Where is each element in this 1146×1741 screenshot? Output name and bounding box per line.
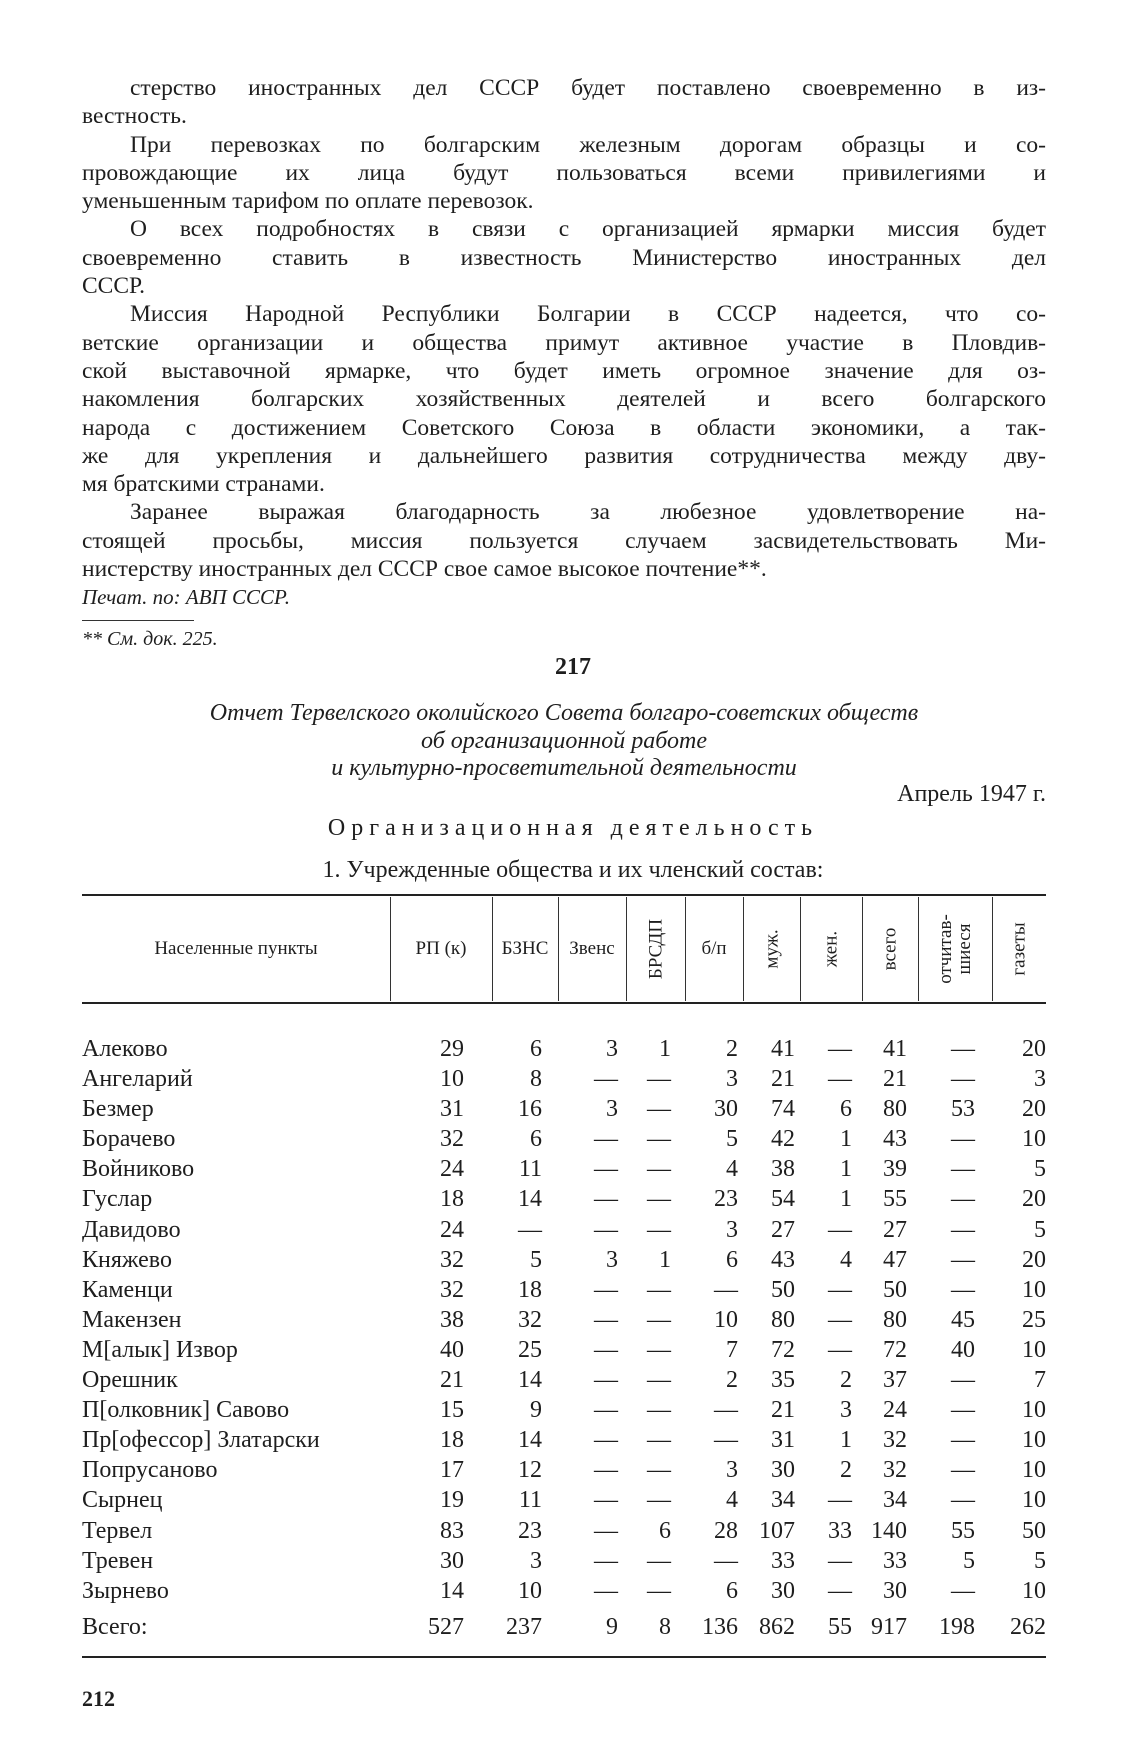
cell-6: 21 [771,1397,795,1424]
cell-3: — [594,1397,618,1424]
text-line: О всех подробностях в связи с организацией ярмарки миссия будет [130,216,1046,243]
section-heading: Организационная деятельность [327,815,819,841]
cell-3: — [594,1306,618,1333]
cell-1: 83 [440,1517,464,1544]
cell-7: 1 [840,1427,852,1454]
table-row [82,1154,1046,1184]
cell-7: 55 [828,1613,852,1640]
cell-5: 3 [726,1216,738,1243]
cell-1: 15 [440,1397,464,1424]
cell-2: 6 [530,1126,542,1153]
cell-5: 23 [714,1186,738,1213]
cell-6: 80 [771,1306,795,1333]
column-header-label: жен. [820,930,842,968]
text-line: мя братскими странами. [82,471,325,498]
cell-3: — [594,1517,618,1544]
table-row [82,1546,1046,1576]
title-line: и культурно-просветительной деятельности [331,755,797,781]
table-row [82,1395,1046,1425]
cell-5: — [714,1427,738,1454]
cell-8: 27 [883,1216,907,1243]
table-top-rule [82,894,1046,896]
text-line: ской выставочной ярмарке, что будет иметь огромное значение для оз- [82,357,1046,384]
cell-3: — [594,1577,618,1604]
cell-7: — [828,1306,852,1333]
cell-2: 11 [518,1487,542,1514]
cell-6: 34 [771,1487,795,1514]
document-number: 217 [555,654,591,680]
cell-7: — [828,1216,852,1243]
table-row [82,1245,1046,1275]
text-line: своевременно ставить в известность Министерство иностранных дел [82,244,1046,271]
text-line: Заранее выражая благодарность за любезное удовлетворение на- [130,499,1046,526]
settlement-name: Ангеларий [82,1066,193,1093]
cell-4: — [647,1367,671,1394]
cell-3: — [594,1126,618,1153]
cell-8: 80 [883,1096,907,1123]
cell-2: 12 [518,1457,542,1484]
cell-1: 31 [440,1096,464,1123]
table-header-rule [82,1002,1046,1004]
column-header-label: РП (к) [415,938,467,959]
column-header-label: муж. [761,929,782,969]
cell-5: — [714,1276,738,1303]
table-row [82,1184,1046,1214]
cell-2: 18 [518,1276,542,1303]
cell-6: 27 [771,1216,795,1243]
cell-6: 33 [771,1547,795,1574]
cell-3: — [594,1547,618,1574]
cell-6: 43 [771,1246,795,1273]
settlement-name: Пр[офессор] Златарски [82,1427,320,1454]
table-row [82,1124,1046,1154]
column-header [626,897,686,1001]
cell-3: — [594,1457,618,1484]
cell-7: — [828,1276,852,1303]
cell-3: 3 [606,1036,618,1062]
cell-1: 19 [440,1487,464,1514]
cell-5: 28 [714,1517,738,1544]
cell-10: 20 [1022,1036,1046,1062]
settlement-name: Всего: [82,1613,148,1640]
cell-4: — [647,1397,671,1424]
table-total-row [82,1612,1046,1642]
cell-4: 1 [659,1036,671,1062]
column-header [918,897,993,1001]
cell-4: 1 [659,1246,671,1273]
cell-6: 31 [771,1427,795,1454]
column-header [800,897,863,1001]
table-row [82,1305,1046,1335]
cell-2: 3 [530,1547,542,1574]
table-row [82,1576,1046,1606]
cell-6: 35 [771,1367,795,1394]
cell-2: 237 [506,1613,542,1640]
cell-7: 6 [840,1096,852,1123]
cell-2: 14 [518,1427,542,1454]
cell-1: 10 [440,1066,464,1093]
document-date: Апрель 1947 г. [897,781,1046,807]
cell-3: — [594,1066,618,1093]
column-header-label: Звенс [569,938,615,959]
text-line: ветские организации и общества примут активное участие в Пловдив- [82,329,1046,356]
column-header [82,897,391,1001]
title-line: Отчет Тервелского околийского Совета болгаро-советских обществ [209,700,919,726]
cell-8: 50 [883,1276,907,1303]
table-row [82,1034,1046,1064]
cell-1: 17 [440,1457,464,1484]
column-header-label: б/п [701,938,727,959]
cell-4: — [647,1577,671,1604]
cell-10: 25 [1022,1306,1046,1333]
table-row [82,1516,1046,1546]
settlement-name: М[алык] Извор [82,1336,238,1363]
cell-5: 2 [726,1036,738,1062]
cell-7: 3 [840,1397,852,1424]
cell-5: 30 [714,1096,738,1123]
cell-8: 33 [883,1547,907,1574]
text-line: При перевозках по болгарским железным дорогам образцы и со- [130,131,1046,158]
settlement-name: Попрусаново [82,1457,218,1484]
cell-5: 10 [714,1306,738,1333]
settlement-name: Зырнево [82,1577,169,1604]
cell-9: 40 [951,1336,975,1363]
settlement-name: Тервел [82,1517,153,1544]
cell-6: 74 [771,1096,795,1123]
cell-10: 20 [1022,1246,1046,1273]
cell-5: 4 [726,1156,738,1183]
cell-4: — [647,1487,671,1514]
column-header [390,897,493,1001]
cell-7: 1 [840,1156,852,1183]
text-line: уменьшенным тарифом по оплате перевозок. [82,188,534,215]
settlement-name: Каменци [82,1276,173,1303]
text-line: вестность. [82,103,187,130]
column-header [743,897,801,1001]
column-header-label: всего [879,927,901,971]
cell-10: 50 [1022,1517,1046,1544]
settlement-name: Орешник [82,1367,178,1394]
cell-3: — [594,1427,618,1454]
cell-1: 29 [440,1036,464,1062]
cell-8: 32 [883,1427,907,1454]
cell-1: 21 [440,1367,464,1394]
cell-2: 8 [530,1066,542,1093]
table-row [82,1335,1046,1365]
cell-2: 5 [530,1246,542,1273]
cell-7: — [828,1336,852,1363]
text-line: народа с достижением Советского Союза в области экономики, а так- [82,414,1046,441]
settlement-name: Безмер [82,1096,154,1123]
column-header-label: газеты [1008,922,1030,976]
cell-2: 14 [518,1367,542,1394]
cell-7: 2 [840,1457,852,1484]
cell-3: 3 [606,1246,618,1273]
column-header-label: БРСДП [645,918,666,980]
cell-4: — [647,1457,671,1484]
cell-3: 9 [606,1613,618,1640]
cell-3: — [594,1487,618,1514]
cell-8: 72 [883,1336,907,1363]
cell-9: — [951,1126,975,1153]
settlement-name: Войниково [82,1156,195,1183]
cell-9: 55 [951,1517,975,1544]
cell-7: — [828,1487,852,1514]
cell-7: — [828,1547,852,1574]
table-row [82,1094,1046,1124]
table-row [82,1275,1046,1305]
cell-9: 45 [951,1306,975,1333]
table-row [82,1215,1046,1245]
cell-5: 3 [726,1457,738,1484]
cell-5: 3 [726,1066,738,1093]
cell-2: 10 [518,1577,542,1604]
cell-7: — [828,1066,852,1093]
cell-2: 23 [518,1517,542,1544]
settlement-name: Борачево [82,1126,176,1153]
cell-8: 24 [883,1397,907,1424]
cell-1: 24 [440,1156,464,1183]
column-header [992,897,1046,1001]
table-row [82,1365,1046,1395]
cell-1: 14 [440,1577,464,1604]
cell-3: — [594,1276,618,1303]
cell-4: — [647,1276,671,1303]
cell-1: 32 [440,1276,464,1303]
cell-4: — [647,1096,671,1123]
cell-6: 21 [771,1066,795,1093]
cell-1: 18 [440,1186,464,1213]
cell-2: 25 [518,1336,542,1363]
column-header [492,897,559,1001]
cell-8: 917 [871,1613,907,1640]
text-line: стерство иностранных дел СССР будет поставлено своевременно в из- [130,75,1046,101]
subsection-heading: 1. Учрежденные общества и их членский состав: [322,857,824,883]
cell-10: 10 [1022,1577,1046,1604]
cell-6: 42 [771,1126,795,1153]
cell-4: — [647,1216,671,1243]
table-row [82,1425,1046,1455]
cell-8: 30 [883,1577,907,1604]
document-title [82,700,1046,783]
cell-4: — [647,1126,671,1153]
cell-8: 43 [883,1126,907,1153]
cell-10: 5 [1034,1156,1046,1183]
cell-1: 38 [440,1306,464,1333]
cell-2: — [518,1216,542,1243]
cell-9: — [951,1246,975,1273]
cell-2: 14 [518,1186,542,1213]
cell-6: 38 [771,1156,795,1183]
cell-10: 10 [1022,1487,1046,1514]
cell-10: 5 [1034,1216,1046,1243]
cell-1: 32 [440,1126,464,1153]
cell-6: 862 [759,1613,795,1640]
cell-5: 6 [726,1246,738,1273]
page-number: 212 [82,1686,115,1711]
cell-3: — [594,1156,618,1183]
cell-9: 53 [951,1096,975,1123]
cell-8: 41 [883,1036,907,1062]
settlement-name: Алеково [82,1036,168,1062]
cell-8: 37 [883,1367,907,1394]
cell-8: 21 [883,1066,907,1093]
cell-5: 136 [702,1613,738,1640]
body-text [82,74,1046,583]
cell-10: 20 [1022,1096,1046,1123]
cell-6: 30 [771,1577,795,1604]
cell-6: 30 [771,1457,795,1484]
text-line: стоящей просьбы, миссия пользуется случаем засвидетельствовать Ми- [82,527,1046,554]
cell-6: 72 [771,1336,795,1363]
cell-1: 18 [440,1427,464,1454]
cell-5: — [714,1397,738,1424]
cell-3: — [594,1186,618,1213]
column-header-label: БЗНС [501,938,549,959]
cell-9: — [951,1487,975,1514]
cell-4: — [647,1156,671,1183]
cell-7: 33 [828,1517,852,1544]
cell-3: 3 [606,1096,618,1123]
cell-4: — [647,1066,671,1093]
cell-10: 10 [1022,1427,1046,1454]
text-line: же для укрепления и дальнейшего развития сотрудничества между дву- [82,442,1046,469]
text-line: СССР. [82,273,146,300]
cell-5: 2 [726,1367,738,1394]
cell-8: 140 [871,1517,907,1544]
title-line: об организационной работе [421,727,707,754]
cell-4: 6 [659,1517,671,1544]
cell-7: — [828,1577,852,1604]
cell-1: 40 [440,1336,464,1363]
settlement-name: Давидово [82,1216,181,1243]
settlement-name: Макензен [82,1306,182,1333]
cell-3: — [594,1336,618,1363]
cell-2: 9 [530,1397,542,1424]
cell-9: 5 [963,1547,975,1574]
cell-6: 50 [771,1276,795,1303]
cell-8: 34 [883,1487,907,1514]
cell-6: 107 [759,1517,795,1544]
text-line: накомления болгарских хозяйственных деятелей и всего болгарского [82,386,1046,413]
settlement-name: Сырнец [82,1487,163,1514]
settlement-name: Тревен [82,1547,154,1574]
column-header-label: отчитав- шиеся [935,914,975,984]
cell-7: — [828,1036,852,1062]
cell-9: — [951,1397,975,1424]
cell-9: — [951,1457,975,1484]
cell-2: 32 [518,1306,542,1333]
cell-5: 6 [726,1577,738,1604]
cell-10: 10 [1022,1336,1046,1363]
cell-1: 24 [440,1216,464,1243]
cell-9: — [951,1427,975,1454]
cell-9: — [951,1577,975,1604]
cell-9: — [951,1156,975,1183]
cell-4: — [647,1186,671,1213]
cell-1: 32 [440,1246,464,1273]
footnote-divider [82,620,194,621]
text-line: нистерству иностранных дел СССР свое самое высокое почтение**. [82,556,767,583]
cell-5: — [714,1547,738,1574]
text-line: провождающие их лица будут пользоваться всеми привилегиями и [82,159,1046,186]
cell-4: — [647,1336,671,1363]
column-header [862,897,919,1001]
cell-5: 7 [726,1336,738,1363]
cell-8: 80 [883,1306,907,1333]
settlement-name: Княжево [82,1246,172,1273]
cell-7: 4 [840,1246,852,1273]
cell-10: 10 [1022,1457,1046,1484]
cell-10: 10 [1022,1397,1046,1424]
cell-10: 10 [1022,1276,1046,1303]
cell-10: 5 [1034,1547,1046,1574]
column-header [685,897,744,1001]
cell-4: — [647,1306,671,1333]
cell-10: 7 [1034,1367,1046,1394]
cell-7: 1 [840,1186,852,1213]
cell-8: 39 [883,1156,907,1183]
text-line: Миссия Народной Республики Болгарии в СССР надеется, что со- [130,301,1046,328]
cell-8: 47 [883,1246,907,1273]
table-row [82,1485,1046,1515]
cell-5: 4 [726,1487,738,1514]
cell-1: 30 [440,1547,464,1574]
cell-4: — [647,1547,671,1574]
cell-4: — [647,1427,671,1454]
table-row [82,1064,1046,1094]
cell-5: 5 [726,1126,738,1153]
cell-8: 32 [883,1457,907,1484]
source-note: Печат. по: АВП СССР. [82,585,290,609]
cell-4: 8 [659,1613,671,1640]
cell-9: — [951,1066,975,1093]
column-header [558,897,627,1001]
cell-2: 16 [518,1096,542,1123]
settlement-name: П[олковник] Савово [82,1397,290,1424]
column-header-label: Населенные пункты [154,938,318,959]
cell-10: 3 [1034,1066,1046,1093]
cell-9: 198 [939,1613,975,1640]
cell-9: — [951,1276,975,1303]
cell-9: — [951,1216,975,1243]
table-row [82,1455,1046,1485]
cell-10: 20 [1022,1186,1046,1213]
settlement-name: Гуслар [82,1186,153,1213]
cell-9: — [951,1186,975,1213]
cell-8: 55 [883,1186,907,1213]
cell-2: 6 [530,1036,542,1062]
cell-3: — [594,1367,618,1394]
cell-7: 2 [840,1367,852,1394]
cell-1: 527 [428,1613,464,1640]
cell-3: — [594,1216,618,1243]
cell-10: 10 [1022,1126,1046,1153]
cell-7: 1 [840,1126,852,1153]
cell-6: 54 [771,1186,795,1213]
cell-2: 11 [518,1156,542,1183]
cell-10: 262 [1010,1613,1046,1640]
footnote: ** См. док. 225. [82,628,218,650]
cell-9: — [951,1036,975,1062]
cell-9: — [951,1367,975,1394]
table-bottom-rule [82,1656,1046,1658]
cell-6: 41 [771,1036,795,1062]
